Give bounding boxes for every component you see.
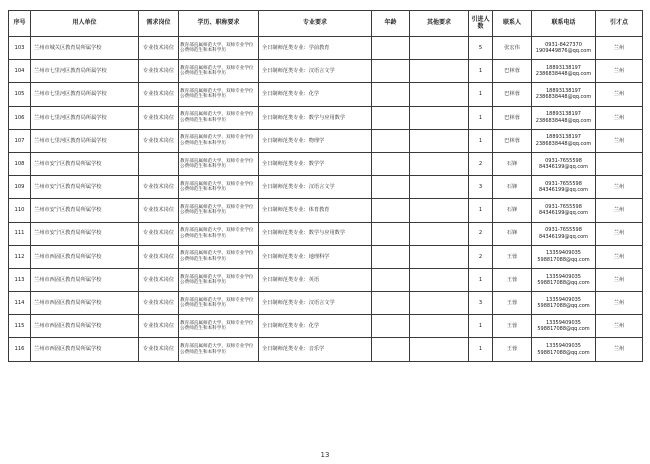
cell-post: 专业技术岗位: [139, 292, 179, 315]
cell-point: 兰州: [596, 245, 643, 268]
cell-post: 专业技术岗位: [139, 129, 179, 152]
phone-number: 18893138197: [546, 88, 581, 95]
cell-unit: 兰州市西固区教育局所属学校: [31, 268, 139, 291]
cell-unit: 兰州市城关区教育局所属学校: [31, 37, 139, 60]
cell-point: [596, 152, 643, 175]
cell-contact: 王蓉: [493, 338, 532, 361]
cell-contact: 巴林蓉: [493, 106, 532, 129]
phone-number: 18893138197: [546, 111, 581, 118]
cell-age: [372, 292, 410, 315]
cell-contact: 王蓉: [493, 268, 532, 291]
cell-age: [372, 222, 410, 245]
cell-age: [372, 129, 410, 152]
phone-number: 13359409035: [546, 250, 581, 257]
cell-education: 教育部直属师范大学、双师专业学位公费师范生和本科学历: [179, 222, 259, 245]
cell-unit: 兰州市七里河区教育局所属学校: [31, 83, 139, 106]
cell-no: 109: [9, 176, 31, 199]
table-row: [9, 152, 643, 175]
phone-number: 13359409035: [546, 319, 581, 326]
cell-other: [410, 222, 469, 245]
table-row: [9, 338, 643, 361]
cell-no: 105: [9, 83, 31, 106]
cell-count: 2: [469, 245, 493, 268]
cell-contact: 王蓉: [493, 315, 532, 338]
cell-post: 专业技术岗位: [139, 268, 179, 291]
cell-no: 113: [9, 268, 31, 291]
cell-unit: 兰州市西固区教育局所属学校: [31, 338, 139, 361]
cell-phone: [532, 222, 596, 245]
header-no: 序号: [9, 11, 31, 37]
cell-unit: 兰州市安宁区教育局所属学校: [31, 176, 139, 199]
cell-other: [410, 292, 469, 315]
cell-education: 教育部直属师范大学、双师专业学位公费师范生和本科学历: [179, 315, 259, 338]
cell-post: [139, 152, 179, 175]
table-row: [9, 129, 643, 152]
email-address: 598817088@qq.com: [537, 279, 590, 286]
recruitment-table: [8, 10, 643, 362]
cell-phone: [532, 60, 596, 83]
cell-education: 教育部直属师范大学、双师专业学位公费师范生和本科学历: [179, 245, 259, 268]
cell-phone: [532, 268, 596, 291]
email-address: 598817088@qq.com: [537, 349, 590, 356]
phone-number: 18893138197: [546, 64, 581, 71]
cell-other: [410, 37, 469, 60]
cell-count: 3: [469, 176, 493, 199]
email-address: 2386838448@qq.com: [535, 140, 592, 147]
cell-count: 1: [469, 106, 493, 129]
cell-contact: 石锋: [493, 152, 532, 175]
cell-education: 教育部直属师范大学、双师专业学位公费师范生和本科学历: [179, 268, 259, 291]
cell-contact: 王蓉: [493, 245, 532, 268]
cell-other: [410, 176, 469, 199]
cell-major: 全日制师范类专业：音乐学: [259, 338, 372, 361]
cell-contact: 巴林蓉: [493, 129, 532, 152]
cell-age: [372, 199, 410, 222]
table-row: [9, 222, 643, 245]
cell-other: [410, 199, 469, 222]
header-major: 专业要求: [259, 11, 372, 37]
phone-number: 0931-8427370: [545, 41, 582, 48]
cell-no: 107: [9, 129, 31, 152]
cell-phone: [532, 199, 596, 222]
cell-age: [372, 268, 410, 291]
cell-point: 兰州: [596, 222, 643, 245]
cell-post: 专业技术岗位: [139, 338, 179, 361]
table-row: [9, 245, 643, 268]
header-education: 学历、职称要求: [179, 11, 259, 37]
cell-contact: 巴林蓉: [493, 83, 532, 106]
phone-number: 13359409035: [546, 296, 581, 303]
cell-major: 全日制师范类专业：体育教育: [259, 199, 372, 222]
cell-education: 教育部直属师范大学、双师专业学位公费师范生和本科学历: [179, 152, 259, 175]
cell-major: 全日制师范类专业：化学: [259, 83, 372, 106]
cell-contact: 石锋: [493, 199, 532, 222]
cell-point: 兰州: [596, 176, 643, 199]
cell-unit: 兰州市七里河区教育局所属学校: [31, 106, 139, 129]
phone-number: 18893138197: [546, 134, 581, 141]
email-address: 84346199@qq.com: [538, 210, 589, 217]
cell-post: 专业技术岗位: [139, 315, 179, 338]
cell-post: 专业技术岗位: [139, 37, 179, 60]
cell-no: 114: [9, 292, 31, 315]
cell-no: 108: [9, 152, 31, 175]
document-page: [8, 10, 642, 445]
cell-post: 专业技术岗位: [139, 106, 179, 129]
cell-point: 兰州: [596, 129, 643, 152]
cell-age: [372, 37, 410, 60]
cell-major: 全日制师范类专业：数学与应用数学: [259, 106, 372, 129]
cell-major: 全日制师范类专业：汉语言文学: [259, 292, 372, 315]
header-count: 引进人数: [469, 11, 493, 37]
cell-education: 教育部直属师范大学、双师专业学位公费师范生和本科学历: [179, 129, 259, 152]
cell-no: 103: [9, 37, 31, 60]
table-row: [9, 60, 643, 83]
phone-number: 13359409035: [546, 343, 581, 350]
cell-education: 教育部直属师范大学、双师专业学位公费师范生和本科学历: [179, 60, 259, 83]
email-address: 598817088@qq.com: [537, 326, 590, 333]
cell-point: 兰州: [596, 199, 643, 222]
phone-number: 13359409035: [546, 273, 581, 280]
cell-age: [372, 338, 410, 361]
cell-age: [372, 106, 410, 129]
header-age: 年龄: [372, 11, 410, 37]
cell-age: [372, 176, 410, 199]
cell-unit: 兰州市西固区教育局所属学校: [31, 245, 139, 268]
email-address: 598817088@qq.com: [537, 256, 590, 263]
cell-count: 2: [469, 222, 493, 245]
cell-phone: [532, 315, 596, 338]
phone-number: 0931-7655598: [545, 180, 582, 187]
cell-unit: 兰州市西固区教育局所属学校: [31, 292, 139, 315]
cell-point: 兰州: [596, 315, 643, 338]
table-row: [9, 199, 643, 222]
cell-education: 教育部直属师范大学、双师专业学位公费师范生和本科学历: [179, 83, 259, 106]
cell-other: [410, 338, 469, 361]
cell-point: 兰州: [596, 338, 643, 361]
cell-major: 全日制师范类专业：学前教育: [259, 37, 372, 60]
cell-count: 1: [469, 129, 493, 152]
cell-no: 115: [9, 315, 31, 338]
cell-unit: 兰州市安宁区教育局所属学校: [31, 222, 139, 245]
cell-phone: [532, 106, 596, 129]
cell-age: [372, 315, 410, 338]
cell-phone: [532, 83, 596, 106]
header-other: 其他要求: [410, 11, 469, 37]
cell-contact: 石锋: [493, 176, 532, 199]
cell-post: 专业技术岗位: [139, 83, 179, 106]
cell-unit: 兰州市七里河区教育局所属学校: [31, 129, 139, 152]
cell-count: 2: [469, 152, 493, 175]
header-unit: 用人单位: [31, 11, 139, 37]
cell-post: 专业技术岗位: [139, 222, 179, 245]
cell-major: 全日制师范类专业：数学与应用数学: [259, 222, 372, 245]
email-address: 1909449876@qq.com: [535, 48, 592, 55]
cell-no: 104: [9, 60, 31, 83]
phone-number: 0931-7655598: [545, 157, 582, 164]
cell-contact: 张宏伟: [493, 37, 532, 60]
cell-phone: [532, 37, 596, 60]
cell-major: 全日制师范类专业：化学: [259, 315, 372, 338]
table-row: [9, 176, 643, 199]
cell-contact: 石锋: [493, 222, 532, 245]
email-address: 2386838448@qq.com: [535, 117, 592, 124]
header-post: 需求岗位: [139, 11, 179, 37]
table-row: [9, 292, 643, 315]
cell-education: 教育部直属师范大学、双师专业学位公费师范生和本科学历: [179, 292, 259, 315]
cell-count: 1: [469, 83, 493, 106]
cell-education: 教育部直属师范大学、双师专业学位公费师范生和本科学历: [179, 176, 259, 199]
cell-post: 专业技术岗位: [139, 245, 179, 268]
cell-other: [410, 129, 469, 152]
email-address: 598817088@qq.com: [537, 303, 590, 310]
cell-age: [372, 83, 410, 106]
cell-count: 1: [469, 268, 493, 291]
cell-count: 3: [469, 292, 493, 315]
cell-education: 教育部直属师范大学、双师专业学位公费师范生和本科学历: [179, 106, 259, 129]
cell-major: 全日制师范类专业：汉语言文学: [259, 60, 372, 83]
cell-no: 106: [9, 106, 31, 129]
table-row: [9, 268, 643, 291]
cell-other: [410, 245, 469, 268]
cell-point: 兰州: [596, 37, 643, 60]
email-address: 2386838448@qq.com: [535, 71, 592, 78]
cell-contact: 王蓉: [493, 292, 532, 315]
page-number: 13: [320, 451, 330, 459]
cell-post: 专业技术岗位: [139, 60, 179, 83]
cell-contact: 巴林蓉: [493, 60, 532, 83]
cell-point: 兰州: [596, 60, 643, 83]
cell-phone: [532, 129, 596, 152]
cell-unit: 兰州市安宁区教育局所属学校: [31, 199, 139, 222]
cell-education: 教育部直属师范大学、双师专业学位公费师范生和本科学历: [179, 199, 259, 222]
email-address: 84346199@qq.com: [538, 233, 589, 240]
cell-no: 116: [9, 338, 31, 361]
cell-other: [410, 152, 469, 175]
cell-post: 专业技术岗位: [139, 199, 179, 222]
cell-age: [372, 245, 410, 268]
table-header-row: [9, 11, 643, 37]
cell-unit: 兰州市安宁区教育局所属学校: [31, 152, 139, 175]
cell-other: [410, 60, 469, 83]
cell-other: [410, 106, 469, 129]
cell-education: 教育部直属师范大学、双师专业学位公费师范生和本科学历: [179, 338, 259, 361]
cell-major: 全日制师范类专业：地理科学: [259, 245, 372, 268]
cell-post: 专业技术岗位: [139, 176, 179, 199]
header-phone: 联系电话: [532, 11, 596, 37]
cell-count: 1: [469, 315, 493, 338]
cell-count: 1: [469, 338, 493, 361]
cell-no: 112: [9, 245, 31, 268]
cell-age: [372, 152, 410, 175]
phone-number: 0931-7655598: [545, 204, 582, 210]
cell-phone: [532, 176, 596, 199]
cell-major: 全日制师范类专业：英语: [259, 268, 372, 291]
cell-point: 兰州: [596, 292, 643, 315]
cell-no: 110: [9, 199, 31, 222]
phone-number: 0931-7655598: [545, 227, 582, 234]
header-point: 引才点: [596, 11, 643, 37]
cell-major: 全日制师范类专业：数学学: [259, 152, 372, 175]
cell-unit: 兰州市西固区教育局所属学校: [31, 315, 139, 338]
cell-age: [372, 60, 410, 83]
email-address: 2386838448@qq.com: [535, 94, 592, 101]
table-row: [9, 83, 643, 106]
cell-count: 1: [469, 199, 493, 222]
cell-unit: 兰州市七里河区教育局所属学校: [31, 60, 139, 83]
header-contact: 联系人: [493, 11, 532, 37]
table-body: [9, 37, 643, 362]
cell-other: [410, 315, 469, 338]
cell-count: 1: [469, 60, 493, 83]
cell-major: 全日制师范类专业：物理学: [259, 129, 372, 152]
table-row: [9, 315, 643, 338]
cell-point: 兰州: [596, 268, 643, 291]
cell-no: 111: [9, 222, 31, 245]
cell-phone: [532, 245, 596, 268]
cell-phone: [532, 292, 596, 315]
cell-other: [410, 268, 469, 291]
email-address: 84346199@qq.com: [538, 187, 589, 194]
cell-other: [410, 83, 469, 106]
cell-phone: [532, 338, 596, 361]
email-address: 84346199@qq.com: [538, 164, 589, 171]
cell-major: 全日制师范类专业：汉语言文学: [259, 176, 372, 199]
cell-education: 教育部直属师范大学、双师专业学位公费师范生和本科学历: [179, 37, 259, 60]
cell-point: 兰州: [596, 83, 643, 106]
cell-count: 5: [469, 37, 493, 60]
cell-point: 兰州: [596, 106, 643, 129]
cell-phone: [532, 152, 596, 175]
table-row: [9, 106, 643, 129]
table-row: [9, 37, 643, 60]
